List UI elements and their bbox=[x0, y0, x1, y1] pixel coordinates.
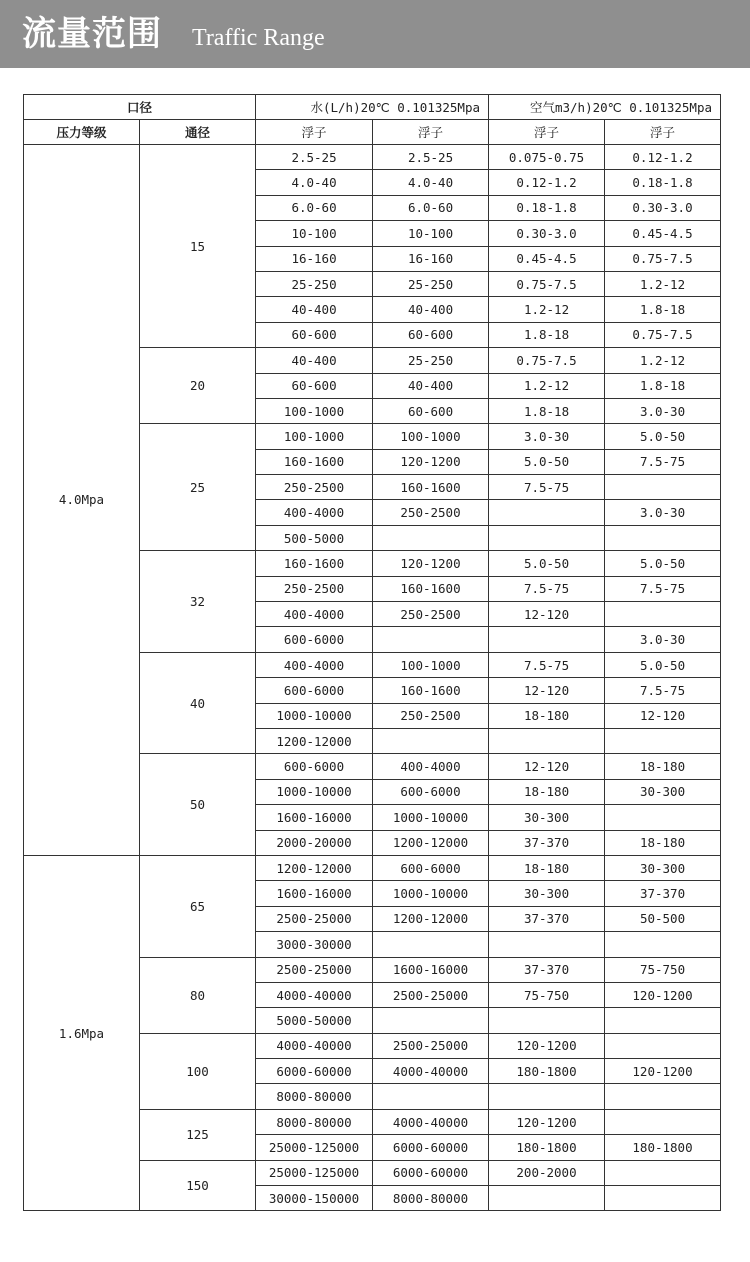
flow-range-cell: 180-1800 bbox=[489, 1135, 605, 1160]
header-air: 空气m3/h)20℃ 0.101325Mpa bbox=[489, 95, 721, 120]
flow-range-cell: 0.75-7.5 bbox=[605, 322, 721, 347]
flow-range-cell: 7.5-75 bbox=[489, 652, 605, 677]
flow-range-cell: 100-1000 bbox=[256, 424, 373, 449]
flow-range-cell: 40-400 bbox=[373, 373, 489, 398]
flow-range-cell: 500-5000 bbox=[256, 525, 373, 550]
flow-range-cell: 1200-12000 bbox=[373, 906, 489, 931]
nominal-diameter-cell: 100 bbox=[140, 1033, 256, 1109]
flow-range-cell bbox=[489, 525, 605, 550]
flow-range-cell: 40-400 bbox=[256, 297, 373, 322]
banner-title-en: Traffic Range bbox=[192, 25, 325, 51]
flow-range-cell: 7.5-75 bbox=[489, 576, 605, 601]
flow-range-cell: 50-500 bbox=[605, 906, 721, 931]
flow-range-cell bbox=[373, 728, 489, 753]
flow-range-cell: 180-1800 bbox=[605, 1135, 721, 1160]
flow-range-cell: 250-2500 bbox=[373, 703, 489, 728]
flow-range-cell: 30-300 bbox=[489, 881, 605, 906]
flow-range-cell: 1200-12000 bbox=[373, 830, 489, 855]
flow-range-cell: 2.5-25 bbox=[256, 145, 373, 170]
flow-range-cell: 3.0-30 bbox=[489, 424, 605, 449]
flow-range-cell: 16-160 bbox=[256, 246, 373, 271]
flow-range-cell: 400-4000 bbox=[256, 652, 373, 677]
flow-range-cell: 7.5-75 bbox=[605, 678, 721, 703]
flow-range-cell: 5.0-50 bbox=[605, 551, 721, 576]
flow-range-cell: 2.5-25 bbox=[373, 145, 489, 170]
flow-range-cell: 4000-40000 bbox=[256, 1033, 373, 1058]
flow-range-cell: 400-4000 bbox=[256, 602, 373, 627]
flow-range-cell: 30000-150000 bbox=[256, 1186, 373, 1211]
flow-range-cell bbox=[605, 525, 721, 550]
flow-range-cell: 250-2500 bbox=[373, 500, 489, 525]
flow-range-cell: 60-600 bbox=[373, 398, 489, 423]
flow-range-cell: 16-160 bbox=[373, 246, 489, 271]
flow-range-cell: 5.0-50 bbox=[605, 652, 721, 677]
flow-range-cell: 6.0-60 bbox=[256, 195, 373, 220]
subheader-float: 浮子 bbox=[373, 120, 489, 145]
flow-range-cell: 400-4000 bbox=[256, 500, 373, 525]
flow-range-cell: 250-2500 bbox=[373, 602, 489, 627]
flow-range-cell: 1.2-12 bbox=[605, 271, 721, 296]
flow-range-cell: 1.8-18 bbox=[489, 398, 605, 423]
flow-range-cell: 0.75-7.5 bbox=[489, 271, 605, 296]
flow-range-cell: 100-1000 bbox=[256, 398, 373, 423]
flow-range-cell: 0.45-4.5 bbox=[489, 246, 605, 271]
flow-range-cell bbox=[373, 1008, 489, 1033]
flow-range-cell: 4.0-40 bbox=[256, 170, 373, 195]
flow-range-cell: 120-1200 bbox=[605, 982, 721, 1007]
flow-range-cell: 0.18-1.8 bbox=[605, 170, 721, 195]
flow-range-cell: 100-1000 bbox=[373, 652, 489, 677]
flow-range-cell: 8000-80000 bbox=[256, 1109, 373, 1134]
flow-range-cell: 1200-12000 bbox=[256, 728, 373, 753]
nominal-diameter-cell: 25 bbox=[140, 424, 256, 551]
flow-range-cell bbox=[605, 805, 721, 830]
flow-range-cell: 1000-10000 bbox=[373, 805, 489, 830]
flow-range-cell: 7.5-75 bbox=[605, 449, 721, 474]
subheader-float: 浮子 bbox=[489, 120, 605, 145]
flow-range-cell: 18-180 bbox=[489, 779, 605, 804]
header-banner bbox=[0, 0, 750, 68]
flow-range-cell bbox=[605, 1084, 721, 1109]
flow-range-cell: 10-100 bbox=[256, 221, 373, 246]
flow-range-cell: 4000-40000 bbox=[373, 1059, 489, 1084]
flow-range-cell bbox=[489, 1186, 605, 1211]
flow-range-cell: 18-180 bbox=[489, 703, 605, 728]
banner-title-cn: 流量范围 bbox=[22, 14, 162, 54]
flow-range-cell: 37-370 bbox=[605, 881, 721, 906]
flow-range-cell: 600-6000 bbox=[373, 779, 489, 804]
flow-range-cell: 75-750 bbox=[605, 957, 721, 982]
header-row bbox=[24, 95, 721, 120]
flow-range-cell: 120-1200 bbox=[605, 1059, 721, 1084]
flow-range-cell: 2500-25000 bbox=[256, 906, 373, 931]
flow-range-cell: 1000-10000 bbox=[256, 703, 373, 728]
flow-range-cell: 7.5-75 bbox=[605, 576, 721, 601]
flow-range-cell bbox=[605, 1160, 721, 1185]
flow-range-cell bbox=[373, 525, 489, 550]
flow-range-cell bbox=[605, 1008, 721, 1033]
flow-range-cell: 1.8-18 bbox=[605, 373, 721, 398]
flow-range-cell: 25-250 bbox=[256, 271, 373, 296]
flow-range-cell: 8000-80000 bbox=[373, 1186, 489, 1211]
flow-range-cell: 18-180 bbox=[605, 754, 721, 779]
flow-range-cell: 160-1600 bbox=[373, 475, 489, 500]
flow-range-cell: 2500-25000 bbox=[373, 982, 489, 1007]
flow-range-cell: 0.30-3.0 bbox=[489, 221, 605, 246]
table-row bbox=[24, 855, 721, 880]
flow-range-cell: 1200-12000 bbox=[256, 855, 373, 880]
flow-range-cell: 1.8-18 bbox=[489, 322, 605, 347]
flow-range-cell bbox=[605, 602, 721, 627]
flow-range-cell: 60-600 bbox=[256, 322, 373, 347]
flow-range-cell: 25-250 bbox=[373, 348, 489, 373]
flow-range-cell: 5.0-50 bbox=[605, 424, 721, 449]
flow-range-cell: 6000-60000 bbox=[373, 1160, 489, 1185]
nominal-diameter-cell: 50 bbox=[140, 754, 256, 856]
pressure-grade-cell: 1.6Mpa bbox=[24, 855, 140, 1210]
flow-range-cell: 1600-16000 bbox=[256, 881, 373, 906]
flow-range-cell: 3.0-30 bbox=[605, 500, 721, 525]
flow-range-cell: 37-370 bbox=[489, 906, 605, 931]
flow-range-cell bbox=[489, 627, 605, 652]
flow-range-cell: 25000-125000 bbox=[256, 1160, 373, 1185]
flow-range-cell: 1.8-18 bbox=[605, 297, 721, 322]
flow-range-cell bbox=[489, 932, 605, 957]
flow-range-cell: 2000-20000 bbox=[256, 830, 373, 855]
nominal-diameter-cell: 20 bbox=[140, 348, 256, 424]
flow-range-cell: 5000-50000 bbox=[256, 1008, 373, 1033]
flow-range-cell: 0.30-3.0 bbox=[605, 195, 721, 220]
flow-range-cell: 160-1600 bbox=[256, 551, 373, 576]
flow-range-cell: 5.0-50 bbox=[489, 449, 605, 474]
flow-range-cell: 3.0-30 bbox=[605, 398, 721, 423]
header-bore: 口径 bbox=[24, 95, 256, 120]
flow-range-cell: 12-120 bbox=[605, 703, 721, 728]
pressure-grade-cell: 4.0Mpa bbox=[24, 145, 140, 856]
flow-range-cell: 60-600 bbox=[256, 373, 373, 398]
flow-range-cell: 30-300 bbox=[489, 805, 605, 830]
flow-range-cell bbox=[489, 500, 605, 525]
flow-range-cell bbox=[605, 1109, 721, 1134]
flow-range-cell: 600-6000 bbox=[256, 678, 373, 703]
flow-range-cell: 10-100 bbox=[373, 221, 489, 246]
nominal-diameter-cell: 150 bbox=[140, 1160, 256, 1211]
flow-range-cell: 600-6000 bbox=[373, 855, 489, 880]
flow-range-cell: 250-2500 bbox=[256, 576, 373, 601]
flow-range-cell: 0.12-1.2 bbox=[605, 145, 721, 170]
flow-range-cell: 18-180 bbox=[605, 830, 721, 855]
flow-range-cell: 2500-25000 bbox=[256, 957, 373, 982]
flow-range-cell: 2500-25000 bbox=[373, 1033, 489, 1058]
flow-range-cell: 6000-60000 bbox=[373, 1135, 489, 1160]
flow-range-cell: 12-120 bbox=[489, 602, 605, 627]
nominal-diameter-cell: 125 bbox=[140, 1109, 256, 1160]
flow-range-cell: 1000-10000 bbox=[256, 779, 373, 804]
nominal-diameter-cell: 65 bbox=[140, 855, 256, 957]
flow-range-cell: 30-300 bbox=[605, 855, 721, 880]
flow-range-cell bbox=[605, 475, 721, 500]
flow-range-cell: 100-1000 bbox=[373, 424, 489, 449]
flow-range-cell: 4000-40000 bbox=[373, 1109, 489, 1134]
flow-range-cell bbox=[489, 728, 605, 753]
flow-range-cell: 4.0-40 bbox=[373, 170, 489, 195]
flow-range-cell: 7.5-75 bbox=[489, 475, 605, 500]
subheader-pressure: 压力等级 bbox=[24, 120, 140, 145]
flow-range-cell: 120-1200 bbox=[489, 1033, 605, 1058]
flow-range-cell: 400-4000 bbox=[373, 754, 489, 779]
flow-range-cell: 1600-16000 bbox=[373, 957, 489, 982]
flow-range-cell: 4000-40000 bbox=[256, 982, 373, 1007]
flow-range-cell: 0.75-7.5 bbox=[489, 348, 605, 373]
flow-range-cell: 120-1200 bbox=[373, 551, 489, 576]
flow-range-cell: 120-1200 bbox=[373, 449, 489, 474]
flow-range-cell: 18-180 bbox=[489, 855, 605, 880]
flow-range-cell: 12-120 bbox=[489, 678, 605, 703]
subheader-float: 浮子 bbox=[256, 120, 373, 145]
nominal-diameter-cell: 80 bbox=[140, 957, 256, 1033]
flow-range-cell: 1000-10000 bbox=[373, 881, 489, 906]
flow-range-cell: 160-1600 bbox=[373, 678, 489, 703]
flow-range-cell: 75-750 bbox=[489, 982, 605, 1007]
flow-range-cell: 37-370 bbox=[489, 957, 605, 982]
flow-range-cell bbox=[373, 627, 489, 652]
flow-range-cell: 1600-16000 bbox=[256, 805, 373, 830]
flow-range-cell: 600-6000 bbox=[256, 754, 373, 779]
flow-range-cell: 6.0-60 bbox=[373, 195, 489, 220]
flow-range-cell: 5.0-50 bbox=[489, 551, 605, 576]
flow-range-cell bbox=[605, 932, 721, 957]
flow-range-cell: 0.075-0.75 bbox=[489, 145, 605, 170]
flow-range-cell: 37-370 bbox=[489, 830, 605, 855]
flow-range-cell: 200-2000 bbox=[489, 1160, 605, 1185]
flow-range-cell bbox=[605, 1033, 721, 1058]
flow-range-cell bbox=[373, 932, 489, 957]
flow-range-cell: 180-1800 bbox=[489, 1059, 605, 1084]
nominal-diameter-cell: 32 bbox=[140, 551, 256, 653]
subheader-row bbox=[24, 120, 721, 145]
flow-range-cell: 0.45-4.5 bbox=[605, 221, 721, 246]
flow-range-cell: 600-6000 bbox=[256, 627, 373, 652]
flow-range-cell: 8000-80000 bbox=[256, 1084, 373, 1109]
flow-range-cell: 160-1600 bbox=[373, 576, 489, 601]
flow-range-cell: 12-120 bbox=[489, 754, 605, 779]
nominal-diameter-cell: 15 bbox=[140, 145, 256, 348]
flow-range-cell: 1.2-12 bbox=[605, 348, 721, 373]
subheader-dn: 通径 bbox=[140, 120, 256, 145]
flow-range-cell: 160-1600 bbox=[256, 449, 373, 474]
flow-range-cell: 30-300 bbox=[605, 779, 721, 804]
flow-range-cell: 60-600 bbox=[373, 322, 489, 347]
flow-range-cell bbox=[605, 728, 721, 753]
flow-range-cell: 25-250 bbox=[373, 271, 489, 296]
table-row bbox=[24, 145, 721, 170]
flow-range-cell: 250-2500 bbox=[256, 475, 373, 500]
flow-range-table bbox=[23, 94, 721, 1211]
subheader-float: 浮子 bbox=[605, 120, 721, 145]
flow-range-cell: 120-1200 bbox=[489, 1109, 605, 1134]
flow-range-cell: 25000-125000 bbox=[256, 1135, 373, 1160]
flow-range-cell bbox=[489, 1008, 605, 1033]
flow-range-cell bbox=[605, 1186, 721, 1211]
flow-range-cell: 40-400 bbox=[256, 348, 373, 373]
nominal-diameter-cell: 40 bbox=[140, 652, 256, 754]
flow-range-cell: 6000-60000 bbox=[256, 1059, 373, 1084]
flow-range-cell: 1.2-12 bbox=[489, 297, 605, 322]
flow-range-cell: 1.2-12 bbox=[489, 373, 605, 398]
flow-range-cell bbox=[489, 1084, 605, 1109]
flow-range-cell: 40-400 bbox=[373, 297, 489, 322]
flow-range-cell: 0.12-1.2 bbox=[489, 170, 605, 195]
flow-range-cell bbox=[373, 1084, 489, 1109]
flow-range-cell: 0.75-7.5 bbox=[605, 246, 721, 271]
flow-range-cell: 3000-30000 bbox=[256, 932, 373, 957]
header-water: 水(L/h)20℃ 0.101325Mpa bbox=[256, 95, 489, 120]
flow-range-cell: 3.0-30 bbox=[605, 627, 721, 652]
flow-range-cell: 0.18-1.8 bbox=[489, 195, 605, 220]
